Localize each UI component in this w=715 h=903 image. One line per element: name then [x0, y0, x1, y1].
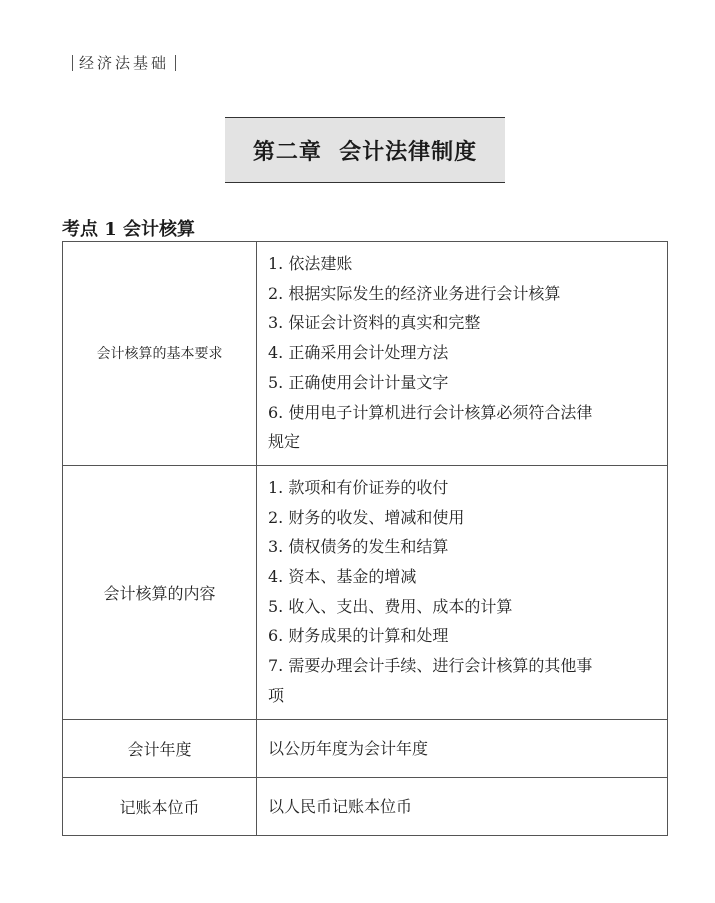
- table-row: [63, 465, 668, 719]
- row-content: [257, 242, 668, 466]
- list-item: 项: [268, 685, 285, 705]
- section-title: 考点 1 会计核算: [62, 219, 196, 240]
- list-item: 4. 正确采用会计处理方法: [268, 343, 449, 363]
- row-label: 记账本位币: [63, 777, 257, 835]
- header-right-divider: [175, 55, 176, 71]
- running-header: [66, 52, 182, 73]
- list-item: 1. 款项和有价证券的收付: [268, 477, 449, 497]
- accounting-table: [62, 241, 668, 836]
- list-item: 2. 根据实际发生的经济业务进行会计核算: [268, 283, 561, 303]
- list-item: 2. 财务的收发、增减和使用: [268, 507, 465, 527]
- table-row: [63, 719, 668, 777]
- row-label: 会计年度: [63, 719, 257, 777]
- list-item: 3. 债权债务的发生和结算: [268, 537, 449, 557]
- list-item: 6. 使用电子计算机进行会计核算必须符合法律: [268, 402, 593, 422]
- row-label: 会计核算的内容: [63, 465, 257, 719]
- table-row: [63, 242, 668, 466]
- row-value: 以人民币记账本位币: [257, 777, 668, 835]
- list-item: 5. 正确使用会计计量文字: [268, 372, 449, 392]
- header-left-divider: [72, 55, 73, 71]
- list-item: 4. 资本、基金的增减: [268, 567, 417, 587]
- list-item: 3. 保证会计资料的真实和完整: [268, 313, 481, 333]
- table-row: [63, 777, 668, 835]
- list-item: 规定: [268, 432, 301, 452]
- chapter-title: 第二章 会计法律制度: [225, 117, 505, 183]
- list-item: 6. 财务成果的计算和处理: [268, 626, 449, 646]
- row-content: [257, 465, 668, 719]
- list-item: 1. 依法建账: [268, 254, 353, 273]
- list-item: 7. 需要办理会计手续、进行会计核算的其他事: [268, 656, 593, 676]
- list-item: 5. 收入、支出、费用、成本的计算: [268, 596, 513, 616]
- row-label: 会计核算的基本要求: [63, 242, 257, 466]
- book-title: 经济法基础: [79, 54, 170, 72]
- row-value: 以公历年度为会计年度: [257, 719, 668, 777]
